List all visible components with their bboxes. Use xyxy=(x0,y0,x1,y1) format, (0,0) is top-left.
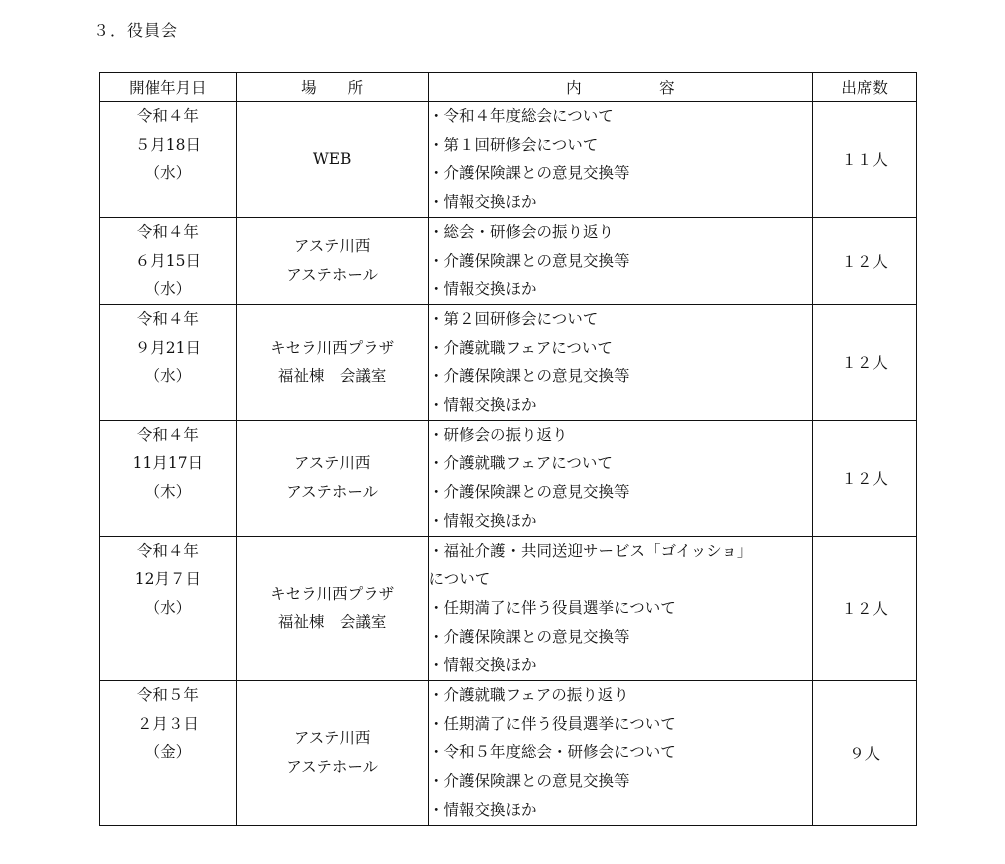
content-item xyxy=(429,188,813,217)
content-item-text: 令和４年度総会について xyxy=(443,107,614,125)
content-item xyxy=(429,102,813,131)
place-line: 福祉棟 会議室 xyxy=(277,367,387,386)
bullet-mark: ・ xyxy=(428,541,445,560)
cell-content xyxy=(428,681,813,826)
date-line: 令和４年 xyxy=(136,107,199,125)
content-item-text: 第２回研修会について xyxy=(443,309,599,328)
cell-place xyxy=(236,304,428,420)
date-line: （水） xyxy=(144,280,192,299)
content-item-text: 介護保険課との意見交換等 xyxy=(443,251,630,270)
cell-content xyxy=(428,102,813,218)
date-line: 令和５年 xyxy=(136,686,199,705)
bullet-mark: ・ xyxy=(428,714,445,733)
content-item xyxy=(429,478,813,507)
content-item xyxy=(429,275,813,304)
content-item xyxy=(429,334,813,363)
cell-place xyxy=(236,217,428,304)
bullet-mark: ・ xyxy=(428,772,445,791)
table-header-row xyxy=(100,73,917,102)
date-line: ５月18日 xyxy=(134,135,201,154)
content-item-text: 研修会の振り返り xyxy=(443,425,568,444)
content-item xyxy=(429,362,813,391)
bullet-mark: ・ xyxy=(428,656,445,675)
date-line: （木） xyxy=(144,483,192,502)
bullet-mark: ・ xyxy=(428,309,445,328)
cell-place xyxy=(236,681,428,826)
cell-date xyxy=(100,681,237,826)
cell-attendance: １２人 xyxy=(813,536,917,681)
table-row xyxy=(100,102,917,218)
content-item-text: 総会・研修会の振り返り xyxy=(443,222,615,241)
date-line: ９月21日 xyxy=(134,338,201,357)
table-row xyxy=(100,536,917,681)
cell-attendance: １２人 xyxy=(813,217,917,304)
cell-place xyxy=(236,536,428,681)
content-item-text: 介護保険課との意見交換等 xyxy=(443,164,630,183)
bullet-mark: ・ xyxy=(428,164,445,183)
content-item xyxy=(429,565,813,594)
place-line: アステホール xyxy=(286,265,379,284)
content-item-text: 情報交換ほか xyxy=(443,800,537,819)
place-line: キセラ川西プラザ xyxy=(270,584,395,603)
section-title: ３．役員会 xyxy=(93,21,179,40)
content-item-text: 介護就職フェアについて xyxy=(443,338,613,357)
content-item xyxy=(429,537,813,566)
header-place: 場 所 xyxy=(236,73,428,102)
content-item xyxy=(429,449,813,478)
date-line: ２月３日 xyxy=(136,714,199,733)
date-line: （水） xyxy=(144,598,192,617)
cell-content xyxy=(428,304,813,420)
bullet-mark: ・ xyxy=(428,800,445,819)
content-item xyxy=(429,710,813,739)
place-line: キセラ川西プラザ xyxy=(270,338,395,357)
content-item xyxy=(429,391,813,420)
cell-date xyxy=(100,217,237,304)
cell-attendance: １１人 xyxy=(813,102,917,218)
content-item-text: 情報交換ほか xyxy=(443,511,537,530)
cell-place xyxy=(236,420,428,536)
place-line: 福祉棟 会議室 xyxy=(277,613,387,632)
place-line: WEB xyxy=(312,150,352,169)
content-item-text: 第１回研修会について xyxy=(443,135,599,154)
content-item-text: 介護保険課との意見交換等 xyxy=(443,367,630,386)
content-item-text: 令和５年度総会・研修会について xyxy=(443,743,676,762)
content-item xyxy=(429,681,813,710)
content-item-text: 任期満了に伴う役員選挙について xyxy=(443,598,676,617)
date-line: 11月17日 xyxy=(132,454,204,473)
bullet-mark: ・ xyxy=(428,598,445,617)
cell-date xyxy=(100,304,237,420)
table-row xyxy=(100,217,917,304)
cell-date xyxy=(100,420,237,536)
cell-content xyxy=(428,420,813,536)
content-item xyxy=(429,767,813,796)
content-item-text: 情報交換ほか xyxy=(443,280,537,299)
place-line: アステホール xyxy=(286,483,379,502)
content-item-text: 介護保険課との意見交換等 xyxy=(443,483,630,502)
place-line: アステ川西 xyxy=(293,729,371,748)
table-row xyxy=(100,304,917,420)
cell-attendance: １２人 xyxy=(813,304,917,420)
bullet-mark: ・ xyxy=(428,627,445,646)
bullet-mark: ・ xyxy=(428,511,445,530)
content-item-text: 介護就職フェアの振り返り xyxy=(443,686,629,705)
cell-attendance: １２人 xyxy=(813,420,917,536)
content-item-text: 情報交換ほか xyxy=(443,193,537,212)
content-item-text: 介護保険課との意見交換等 xyxy=(443,627,630,646)
bullet-mark: ・ xyxy=(428,454,445,473)
table-row xyxy=(100,420,917,536)
date-line: 令和４年 xyxy=(136,222,199,241)
cell-date xyxy=(100,536,237,681)
bullet-mark: ・ xyxy=(428,686,445,705)
content-item xyxy=(429,507,813,536)
bullet-mark: ・ xyxy=(428,107,445,125)
date-line: （金） xyxy=(144,743,192,762)
content-item xyxy=(429,796,813,825)
date-line: （水） xyxy=(144,367,192,386)
meetings-table xyxy=(99,72,917,826)
cell-content xyxy=(428,217,813,304)
content-item xyxy=(429,421,813,450)
date-line: 令和４年 xyxy=(136,425,199,444)
bullet-mark: ・ xyxy=(428,367,445,386)
bullet-mark: ・ xyxy=(428,338,445,357)
bullet-mark: ・ xyxy=(428,135,445,154)
place-line: アステホール xyxy=(286,757,379,776)
content-item-text: について xyxy=(428,570,491,589)
date-line: （水） xyxy=(144,164,192,183)
content-item xyxy=(429,623,813,652)
header-date: 開催年月日 xyxy=(100,73,237,102)
content-item xyxy=(429,131,813,160)
cell-content xyxy=(428,536,813,681)
content-item-text: 介護保険課との意見交換等 xyxy=(443,772,630,791)
content-item-text: 福祉介護・共同送迎サービス「ゴイッショ」 xyxy=(443,541,753,560)
date-line: 12月７日 xyxy=(134,570,201,589)
content-item xyxy=(429,594,813,623)
header-attendance: 出席数 xyxy=(813,73,917,102)
cell-place xyxy=(236,102,428,218)
content-item-text: 介護就職フェアについて xyxy=(443,454,613,473)
header-content: 内 容 xyxy=(428,73,813,102)
date-line: 令和４年 xyxy=(136,309,199,328)
content-item-text: 任期満了に伴う役員選挙について xyxy=(443,714,676,733)
place-line: アステ川西 xyxy=(293,454,371,473)
bullet-mark: ・ xyxy=(428,743,445,762)
content-item-text: 情報交換ほか xyxy=(443,396,537,415)
content-item xyxy=(429,159,813,188)
content-item xyxy=(429,651,813,680)
content-item xyxy=(429,738,813,767)
bullet-mark: ・ xyxy=(428,483,445,502)
bullet-mark: ・ xyxy=(428,425,445,444)
bullet-mark: ・ xyxy=(428,222,445,241)
content-item xyxy=(429,305,813,334)
table-row xyxy=(100,681,917,826)
content-item xyxy=(429,218,813,247)
bullet-mark: ・ xyxy=(428,396,445,415)
content-item-text: 情報交換ほか xyxy=(443,656,537,675)
bullet-mark: ・ xyxy=(428,280,445,299)
cell-attendance: ９人 xyxy=(813,681,917,826)
date-line: 令和４年 xyxy=(136,541,199,560)
date-line: ６月15日 xyxy=(134,251,201,270)
content-item xyxy=(429,247,813,276)
bullet-mark: ・ xyxy=(428,193,445,212)
bullet-mark: ・ xyxy=(428,251,445,270)
place-line: アステ川西 xyxy=(293,237,371,256)
cell-date xyxy=(100,102,237,218)
